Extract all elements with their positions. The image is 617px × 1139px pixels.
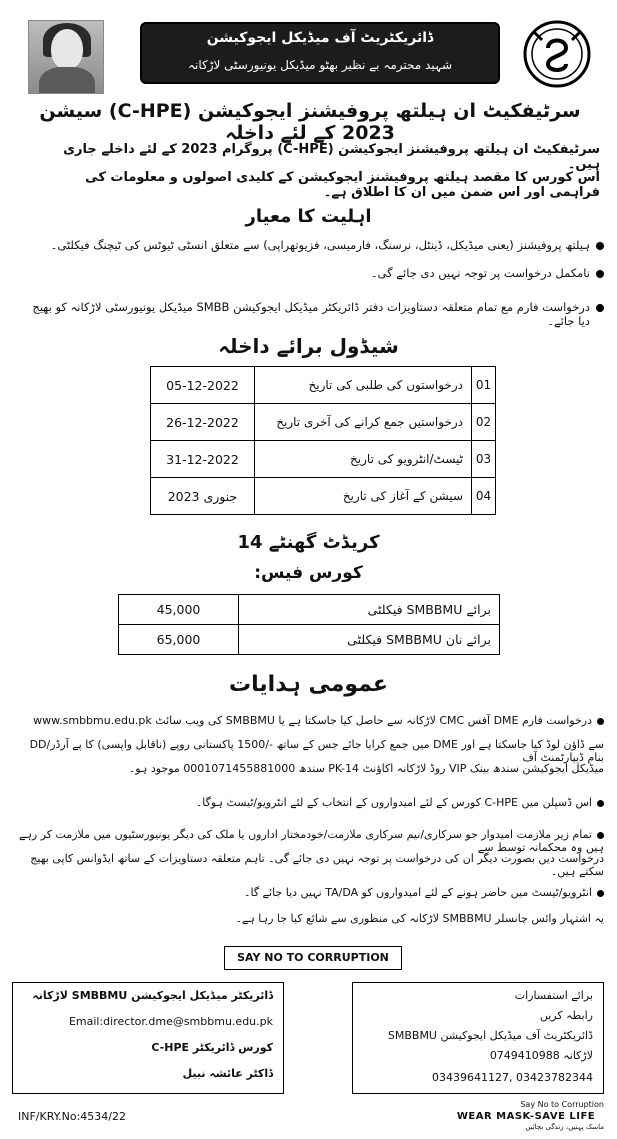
box-line: کورس ڈائریکٹر C-HPE: [151, 1041, 273, 1054]
box-line: ڈائریکٹریٹ آف میڈیکل ایجوکیشن SMBBMU: [387, 1029, 593, 1042]
bullet-icon: [597, 832, 604, 839]
table-row: 05-12-2022 درخواستوں کی طلبی کی تاریخ 01: [151, 367, 496, 404]
intro-line-2: اس کورس کا مقصد ہیلتھ پروفیشنز ایجوکیشن کے کلیدی اصولوں و معلومات کی فراہمی اور اس ضمن میں ان کا اطلاق ہے۔: [85, 170, 600, 200]
box-line: ڈاکٹر عائشہ نبیل: [182, 1067, 273, 1080]
contact-box-right: [352, 982, 604, 1094]
bullet-icon: [596, 304, 604, 312]
portrait-photo: [28, 20, 104, 94]
intro-line-1: سرٹیفکیٹ ان ہیلتھ پروفیشنز ایجوکیشن (C-HPE) پروگرام 2023 کے لئے داخلے جاری ہیں۔: [63, 142, 600, 172]
reference-number: INF/KRY.No:4534/22: [18, 1110, 127, 1123]
fees-table: [118, 594, 500, 655]
fees-heading: کورس فیس:: [254, 563, 363, 583]
bullet-icon: [597, 890, 604, 897]
instructions-heading: عمومی ہدایات: [229, 672, 388, 697]
say-no-to-corruption: SAY NO TO CORRUPTION: [224, 946, 402, 970]
phone-numbers: 03439641127, 03423782344: [432, 1071, 593, 1084]
instruction-line: اس ڈسپلن میں C-HPE کورس کے لئے امیدواروں کے انتخاب کے لئے انٹرویو/ٹیسٹ ہوگا۔: [12, 796, 604, 809]
table-row: 31-12-2022 ٹیسٹ/انٹرویو کی تاریخ 03: [151, 441, 496, 478]
instruction-line: سے ڈاؤن لوڈ کیا جاسکتا ہے اور DME میں جمع کرایا جائے جس کے ساتھ -/1500 پاکستانی روپے (ناقابل واپسی) کا پے آرڈر/DD بنام ڈیپارٹمنٹ آف: [29, 738, 604, 764]
box-line: لاڑکانہ 0749410988: [489, 1049, 593, 1062]
schedule-table: [150, 366, 496, 515]
page-title: سرٹیفکیٹ ان ہیلتھ پروفیشنز ایجوکیشن (C-HPE) سیشن 2023 کے لئے داخلہ: [39, 100, 581, 144]
table-row: 45,000 برائے SMBBMU فیکلٹی: [119, 595, 500, 625]
bullet-icon: [597, 718, 604, 725]
director-email[interactable]: Email:director.dme@smbbmu.edu.pk: [68, 1015, 273, 1028]
box-line: برائے استفسارات: [514, 989, 593, 1002]
instruction-line: درخواست دیں بصورت دیگر ان کی درخواست پر توجہ نہیں دی جائے گی۔ تاہم متعلقہ دستاویزات کے ساتھ ایڈوانس کاپی بھیج سکتے ہیں۔: [30, 852, 604, 878]
wear-mask-logo: Say No to Corruption WEAR MASK-SAVE LIFE ماسک پہنیں، زندگی بچائیں: [456, 1100, 604, 1131]
instruction-line: میڈیکل ایجوکیشن سندھ بینک VIP روڈ لاڑکانہ اکاؤنٹ PK-14 سندھ 0001071455881000 موجود ہو۔: [128, 762, 604, 775]
box-line: رابطہ کریں: [539, 1009, 593, 1022]
table-row: جنوری 2023 سیشن کے آغاز کی تاریخ 04: [151, 478, 496, 515]
bullet-icon: [597, 800, 604, 807]
banner-line1: ڈائریکٹریٹ آف میڈیکل ایجوکیشن: [206, 30, 434, 46]
schedule-heading: شیڈول برائے داخلہ: [218, 334, 399, 358]
bullet-icon: [596, 242, 604, 250]
instruction-line: انٹرویو/ٹیسٹ میں حاضر ہونے کے لئے امیدواروں کو TA/DA نہیں دیا جائے گا۔: [12, 886, 604, 899]
university-logo-icon: [522, 18, 592, 90]
instruction-line: تمام زیر ملازمت امیدوار جو سرکاری/نیم سرکاری ملازمت/خودمختار اداروں یا ملک کی دیگر یونیورسٹیوں میں ملازمت کر رہے ہیں وہ محکمانہ توسط سے: [19, 828, 604, 854]
box-line: ڈائریکٹر میڈیکل ایجوکیشن SMBBMU لاڑکانہ: [32, 989, 273, 1002]
credit-hours: کریڈٹ گھنٹے 14: [237, 532, 380, 553]
instruction-line: یہ اشتہار وائس چانسلر SMBBMU لاڑکانہ کی منظوری سے شائع کیا جا رہا ہے۔: [235, 912, 604, 925]
instruction-line: درخواست فارم DME آفس CMC لاڑکانہ سے حاصل کیا جاسکتا ہے یا SMBBMU کی ویب سائٹ www.smbbmu.edu.pk: [12, 714, 604, 727]
table-row: 65,000 برائے نان SMBBMU فیکلٹی: [119, 625, 500, 655]
table-row: 26-12-2022 درخواستیں جمع کرانے کی آخری تاریخ 02: [151, 404, 496, 441]
contact-box-left: [12, 982, 284, 1094]
banner-line2: شہید محترمہ بے نظیر بھٹو میڈیکل یونیورسٹی لاڑکانہ: [187, 58, 453, 72]
eligibility-heading: اہلیت کا معیار: [245, 206, 372, 227]
header-banner: [140, 22, 500, 84]
bullet-icon: [596, 270, 604, 278]
header: [20, 18, 600, 94]
